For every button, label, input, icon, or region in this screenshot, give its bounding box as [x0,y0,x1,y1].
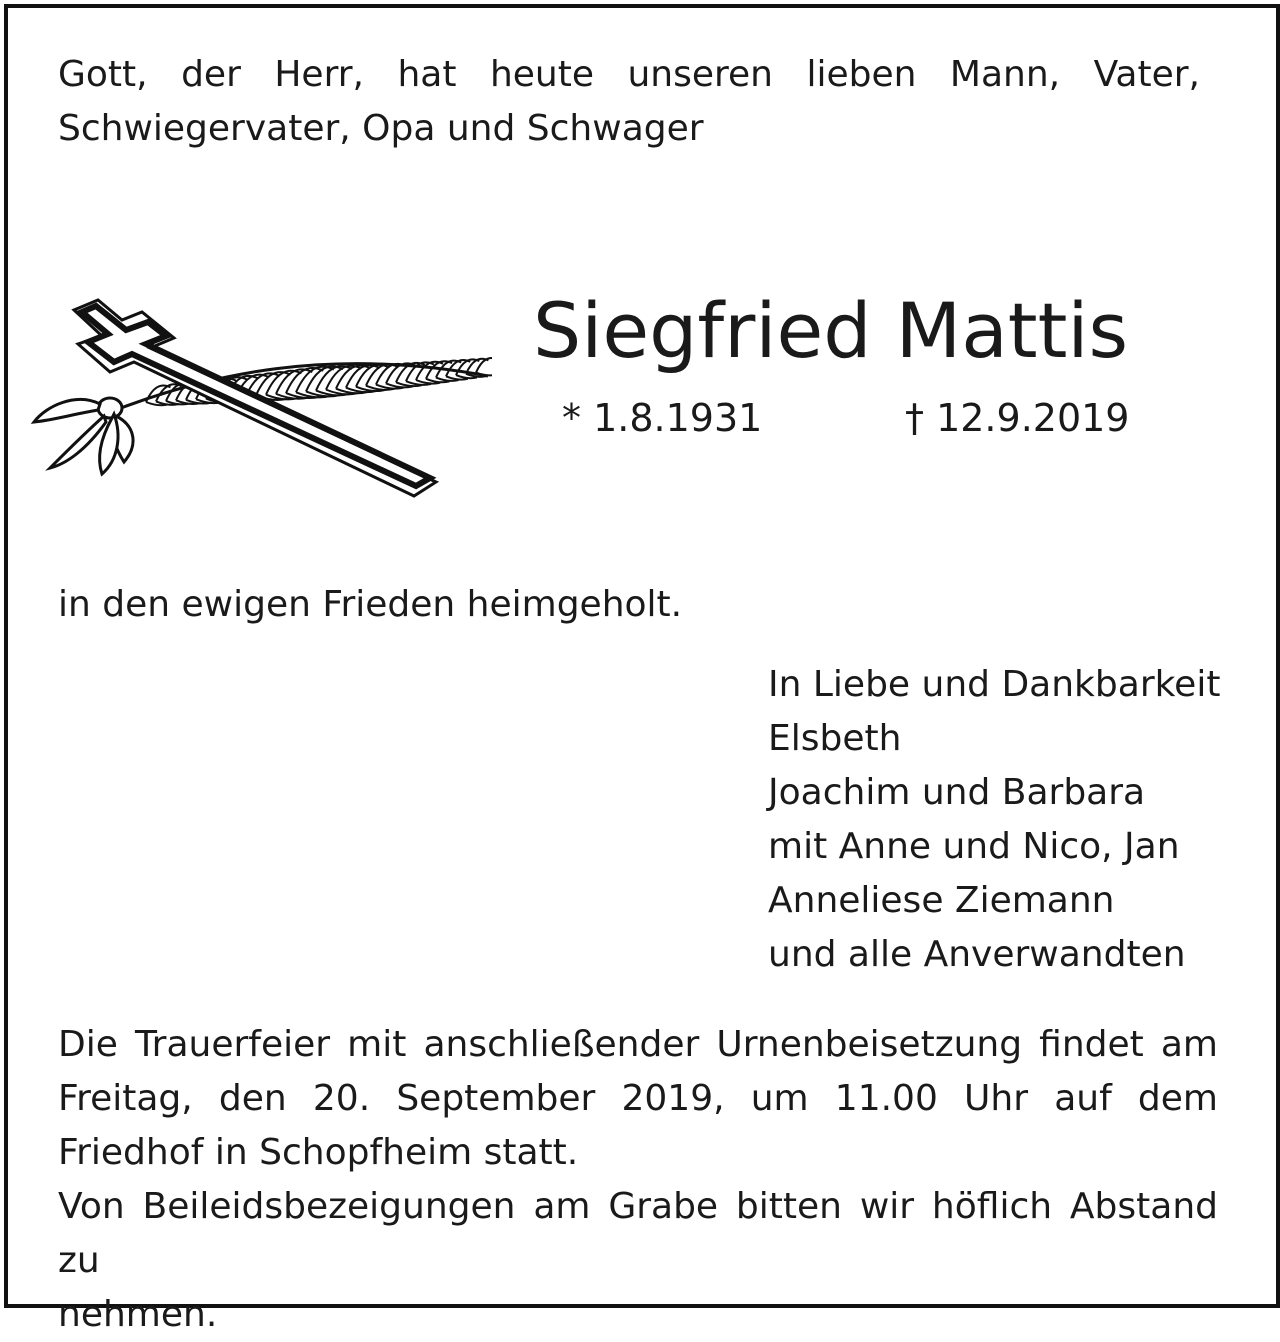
service-info [58,1018,1218,1342]
family-line: Anneliese Ziemann [768,880,1115,921]
family-line: Elsbeth [768,718,902,759]
family-line: In Liebe und Dankbarkeit [768,664,1221,705]
closing-phrase: in den ewigen Frieden heimgeholt. [58,584,683,625]
family-line: mit Anne und Nico, Jan [768,826,1180,867]
cross-with-palm-branch-and-bow-icon [26,296,492,506]
service-info-line-2: Freitag, den 20. September 2019, um 11.00 Uhr auf dem [58,1078,1218,1119]
death-date: † 12.9.2019 [905,396,1130,440]
ribbon-bow-icon [34,398,133,474]
family-line: und alle Anverwandten [768,934,1186,975]
family-signature [768,658,1220,982]
service-info-line-5: nehmen. [58,1294,218,1335]
intro-line-2: Schwiegervater, Opa und Schwager [58,108,704,149]
service-info-line-3: Friedhof in Schopfheim statt. [58,1132,579,1173]
deceased-name: Siegfried Mattis [533,286,1129,375]
intro-text [58,48,1200,156]
cross-icon [74,300,436,496]
family-line: Joachim und Barbara [768,772,1146,813]
service-info-line-1: Die Trauerfeier mit anschließender Urnenbeisetzung findet am [58,1024,1218,1065]
intro-line-1: Gott, der Herr, hat heute unseren lieben Mann, Vater, [58,54,1200,95]
service-info-line-4: Von Beileidsbezeigungen am Grabe bitten wir höflich Abstand zu [58,1186,1218,1281]
birth-date: * 1.8.1931 [562,396,763,440]
